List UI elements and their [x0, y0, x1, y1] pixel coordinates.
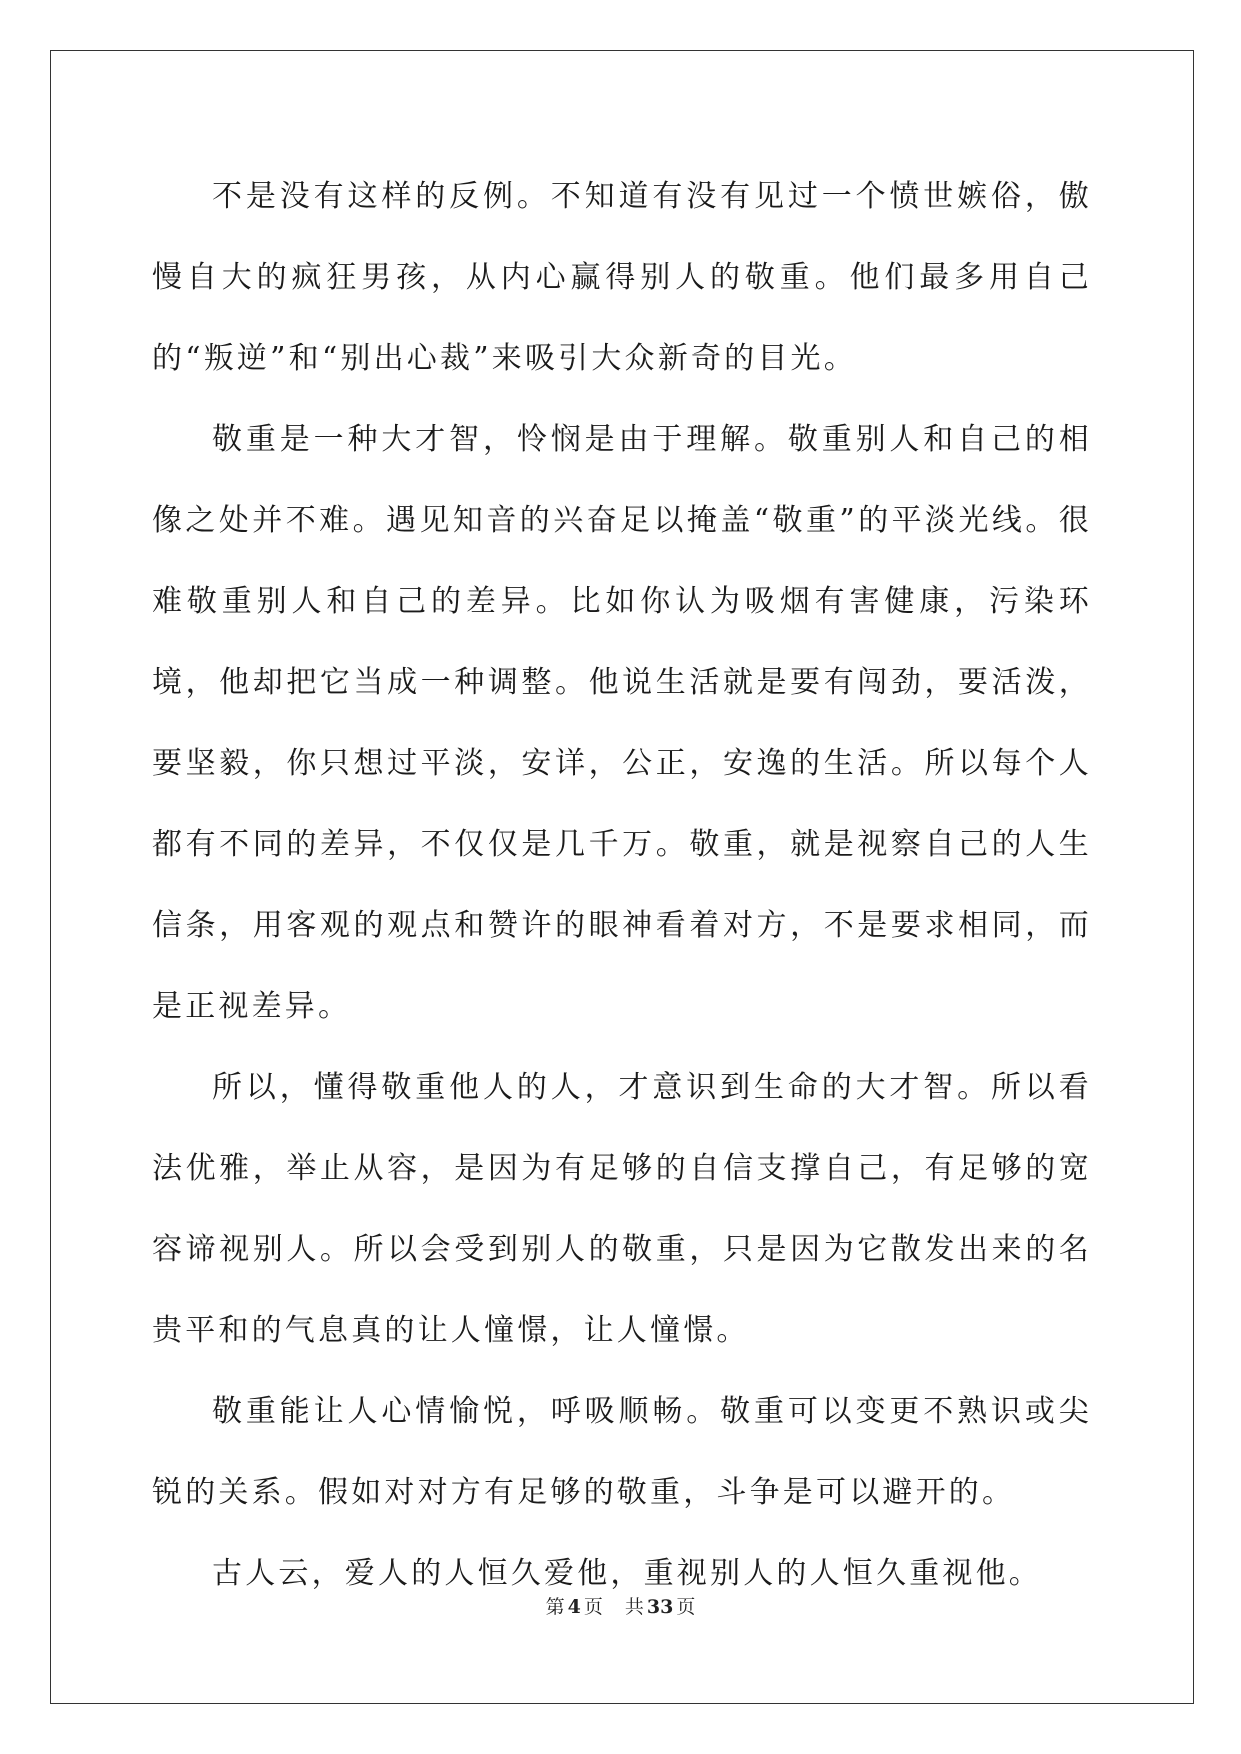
document-body [152, 156, 1092, 1614]
paragraph-4: 敬重能让人心情愉悦，呼吸顺畅。敬重可以变更不熟识或尖锐的关系。假如对对方有足够的敬重，斗争是可以避开的。 [152, 1394, 1092, 1510]
paragraph-1: 不是没有这样的反例。不知道有没有见过一个愤世嫉俗，傲慢自大的疯狂男孩，从内心赢得别人的敬重。他们最多用自己的“叛逆”和“别出心裁”来吸引大众新奇的目光。 [152, 179, 1092, 376]
paragraph-5: 古人云，爱人的人恒久爱他，重视别人的人恒久重视他。 [212, 1556, 1042, 1591]
footer-page-unit: 页 [583, 1596, 603, 1618]
page-footer [0, 1592, 1241, 1619]
footer-prefix: 第 [545, 1596, 565, 1618]
paragraph-3: 所以，懂得敬重他人的人，才意识到生命的大才智。所以看法优雅，举止从容，是因为有足够的自信支撑自己，有足够的宽容谛视别人。所以会受到别人的敬重，只是因为它散发出来的名贵平和的气息真的让人憧憬，让人憧憬。 [152, 1070, 1092, 1348]
paragraph-2: 敬重是一种大才智，怜悯是由于理解。敬重别人和自己的相像之处并不难。遇见知音的兴奋足以掩盖“敬重”的平淡光线。很难敬重别人和自己的差异。比如你认为吸烟有害健康，污染环境，他却把它当成一种调整。他说生活就是要有闯劲，要活泼，要坚毅，你只想过平淡，安详，公正，安逸的生活。所以每个人都有不同的差异，不仅仅是几千万。敬重，就是视察自己的人生信条，用客观的观点和赞许的眼神看着对方，不是要求相同，而是正视差异。 [152, 422, 1092, 1024]
current-page-number: 4 [567, 1596, 581, 1618]
total-pages-number: 33 [646, 1596, 674, 1618]
footer-total-prefix: 共 [624, 1596, 644, 1618]
footer-total-unit: 页 [676, 1596, 696, 1618]
